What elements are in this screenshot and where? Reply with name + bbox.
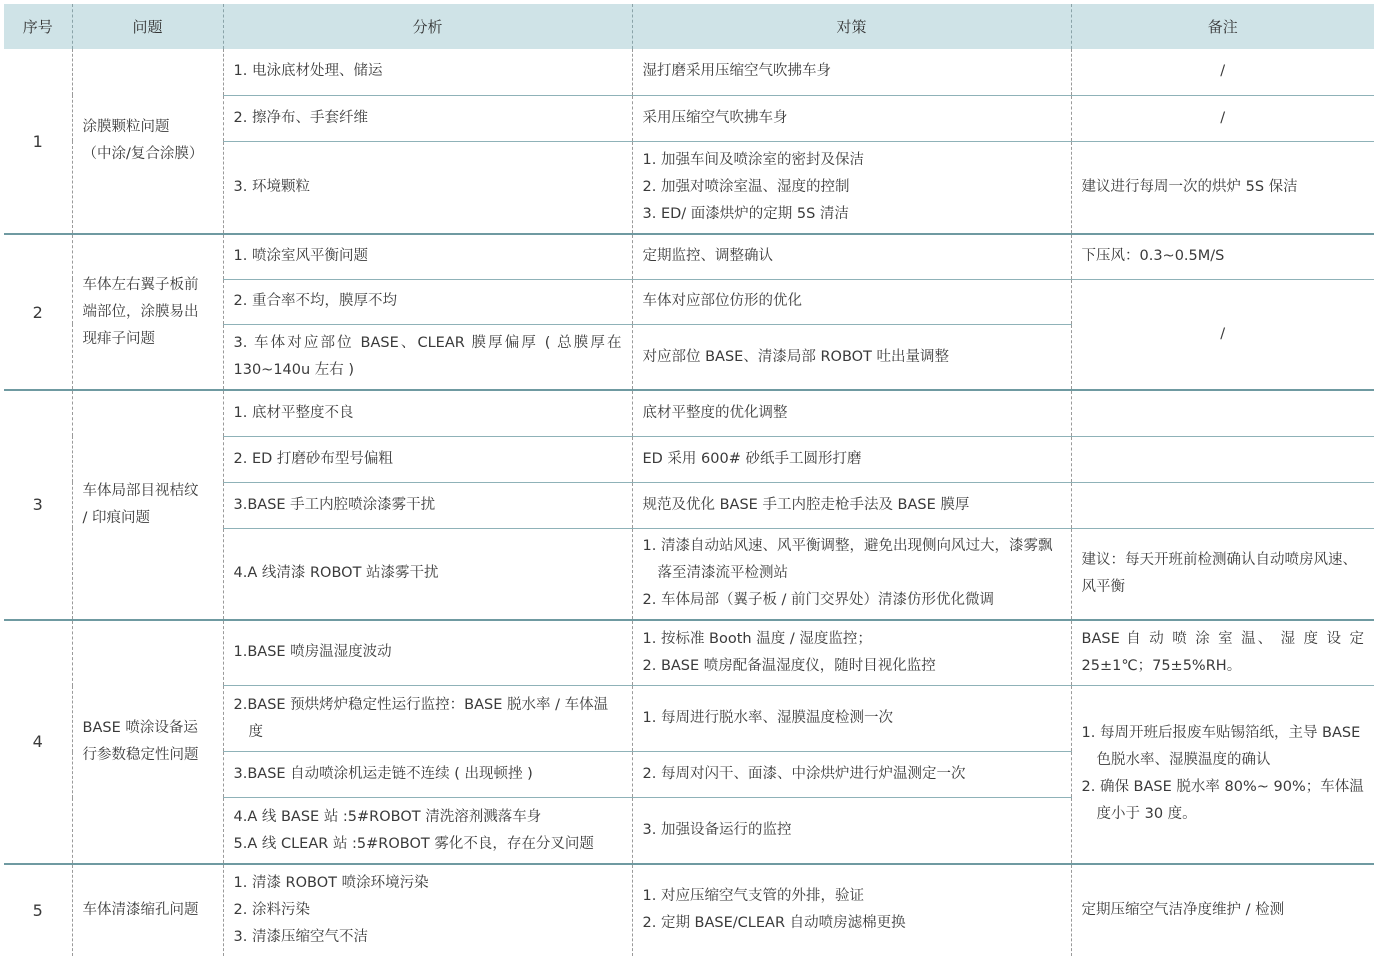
group-number: 2 (4, 234, 72, 390)
measure-line: 2. 每周对闪干、面漆、中涂烘炉进行炉温测定一次 (642, 766, 966, 783)
measure-cell (632, 49, 1071, 95)
measure-line: 采用压缩空气吹拂车身 (642, 109, 788, 126)
remark-line: 定期压缩空气洁净度维护 / 检测 (1081, 901, 1285, 918)
problem-line: 车体清漆缩孔问题 (82, 901, 199, 918)
remark-line: / (1220, 326, 1226, 343)
analysis-cell (223, 620, 632, 686)
group-number: 5 (4, 864, 72, 956)
header-measures: 对策 (632, 4, 1071, 49)
measure-line: 1. 清漆自动站风速、风平衡调整，避免出现侧向风过大，漆雾飘落至清漆流平检测站 (642, 538, 1053, 582)
measure-line: 1. 加强车间及喷涂室的密封及保洁 (642, 151, 864, 168)
problem-cell (72, 49, 223, 234)
problem-line: 涂膜颗粒问题 (82, 119, 170, 136)
measure-line: 湿打磨采用压缩空气吹拂车身 (642, 63, 831, 80)
remark-line: BASE 自 动 喷 涂 室 温、 湿 度 设 定 25±1℃；75±5%RH。 (1081, 630, 1364, 674)
analysis-line: 2. ED 打磨砂布型号偏粗 (233, 450, 393, 467)
measure-line: 3. ED/ 面漆烘炉的定期 5S 清洁 (642, 205, 849, 222)
remark-cell (1071, 390, 1374, 436)
problem-line: 车体左右翼子板前 (82, 276, 199, 293)
remark-cell (1071, 49, 1374, 95)
remark-line: 下压风：0.3~0.5M/S (1081, 248, 1225, 265)
analysis-cell (223, 752, 632, 798)
measure-line: ED 采用 600# 砂纸手工圆形打磨 (642, 450, 862, 467)
analysis-line: 1. 电泳底材处理、储运 (233, 63, 383, 80)
remark-cell (1071, 234, 1374, 279)
measure-cell (632, 324, 1071, 390)
measure-line: 3. 加强设备运行的监控 (642, 822, 792, 839)
analysis-line: 1. 清漆 ROBOT 喷涂环境污染 (233, 874, 429, 891)
analysis-line: 3.BASE 自动喷涂机运走链不连续 ( 出现顿挫 ) (233, 766, 533, 783)
measure-cell (632, 752, 1071, 798)
remark-cell (1071, 279, 1374, 390)
measure-line: 定期监控、调整确认 (642, 248, 773, 265)
analysis-cell (223, 279, 632, 324)
header-no: 序号 (4, 4, 72, 49)
analysis-cell (223, 528, 632, 619)
analysis-line: 3.BASE 手工内腔喷涂漆雾干扰 (233, 496, 436, 513)
analysis-cell (223, 390, 632, 436)
measure-line: 底材平整度的优化调整 (642, 405, 788, 422)
group-number: 1 (4, 49, 72, 234)
problem-line: 端部位，涂膜易出 (82, 303, 199, 320)
problem-line: BASE 喷涂设备运 (82, 719, 198, 736)
header-remarks: 备注 (1071, 4, 1374, 49)
problem-line: 车体局部目视桔纹 (82, 482, 199, 499)
remark-cell (1071, 436, 1374, 482)
analysis-cell (223, 864, 632, 956)
analysis-line: 1. 喷涂室风平衡问题 (233, 248, 368, 265)
group-number: 4 (4, 620, 72, 864)
measure-cell (632, 95, 1071, 141)
remark-line: / (1220, 63, 1226, 80)
measure-cell (632, 141, 1071, 234)
remark-line: 建议进行每周一次的烘炉 5S 保洁 (1081, 178, 1298, 195)
analysis-line: 2. 重合率不均，膜厚不均 (233, 293, 397, 310)
analysis-cell (223, 482, 632, 528)
measure-cell (632, 620, 1071, 686)
measure-cell (632, 528, 1071, 619)
analysis-cell (223, 436, 632, 482)
measure-line: 1. 按标准 Booth 温度 / 湿度监控； (642, 630, 872, 647)
remark-line: 1. 每周开班后报废车贴锡箔纸，主导 BASE 色脱水率、湿膜温度的确认 (1081, 725, 1361, 769)
measure-cell (632, 436, 1071, 482)
measure-line: 车体对应部位仿形的优化 (642, 293, 802, 310)
analysis-cell (223, 798, 632, 864)
analysis-line: 4.A 线 BASE 站 :5#ROBOT 清洗溶剂溅落车身 (233, 808, 542, 825)
analysis-line: 3. 环境颗粒 (233, 178, 310, 195)
problem-cell (72, 864, 223, 956)
problem-line: / 印痕问题 (82, 509, 150, 526)
problem-line: 现痱子问题 (82, 330, 155, 347)
measure-cell (632, 279, 1071, 324)
analysis-cell (223, 324, 632, 390)
measure-line: 2. 车体局部（翼子板 / 前门交界处）清漆仿形优化微调 (642, 592, 995, 609)
analysis-cell (223, 141, 632, 234)
table-row (4, 620, 1374, 686)
remark-cell (1071, 482, 1374, 528)
analysis-cell (223, 49, 632, 95)
measure-line: 1. 对应压缩空气支管的外排，验证 (642, 888, 864, 905)
table-row (4, 390, 1374, 436)
problem-line: 行参数稳定性问题 (82, 746, 199, 763)
remark-line: 2. 确保 BASE 脱水率 80%~ 90%；车体温度小于 30 度。 (1081, 779, 1364, 823)
measure-line: 规范及优化 BASE 手工内腔走枪手法及 BASE 膜厚 (642, 496, 970, 513)
header-analysis: 分析 (223, 4, 632, 49)
measure-cell (632, 686, 1071, 752)
table-row (4, 234, 1374, 279)
group-number: 3 (4, 390, 72, 619)
analysis-line: 4.A 线清漆 ROBOT 站漆雾干扰 (233, 565, 439, 582)
measure-cell (632, 234, 1071, 279)
analysis-table (4, 4, 1374, 956)
table-row (4, 864, 1374, 956)
analysis-line: 3. 车体对应部位 BASE、CLEAR 膜厚偏厚 ( 总膜厚在 130~140u 左右 ) (233, 335, 622, 379)
remark-cell (1071, 141, 1374, 234)
measure-line: 2. 定期 BASE/CLEAR 自动喷房滤棉更换 (642, 915, 906, 932)
remark-cell (1071, 528, 1374, 619)
analysis-cell (223, 686, 632, 752)
problem-cell (72, 620, 223, 864)
problem-line: （中涂/复合涂膜） (82, 146, 204, 163)
header-problem: 问题 (72, 4, 223, 49)
measure-line: 1. 每周进行脱水率、湿膜温度检测一次 (642, 710, 893, 727)
measure-cell (632, 390, 1071, 436)
measure-line: 对应部位 BASE、清漆局部 ROBOT 吐出量调整 (642, 348, 950, 365)
analysis-line: 1. 底材平整度不良 (233, 405, 354, 422)
analysis-line: 5.A 线 CLEAR 站 :5#ROBOT 雾化不良，存在分叉问题 (233, 835, 594, 852)
analysis-line: 3. 清漆压缩空气不洁 (233, 928, 368, 945)
remark-cell (1071, 620, 1374, 686)
problem-cell (72, 234, 223, 390)
analysis-line: 2.BASE 预烘烤炉稳定性运行监控：BASE 脱水率 / 车体温度 (233, 696, 609, 740)
remark-cell (1071, 686, 1374, 864)
analysis-cell (223, 234, 632, 279)
measure-cell (632, 798, 1071, 864)
analysis-cell (223, 95, 632, 141)
measure-cell (632, 864, 1071, 956)
measure-line: 2. BASE 喷房配备温湿度仪，随时目视化监控 (642, 657, 936, 674)
remark-cell (1071, 864, 1374, 956)
table-row (4, 49, 1374, 95)
remark-cell (1071, 95, 1374, 141)
header-row (4, 4, 1374, 49)
analysis-line: 2. 涂料污染 (233, 901, 310, 918)
remark-line: 建议：每天开班前检测确认自动喷房风速、风平衡 (1081, 551, 1357, 595)
measure-cell (632, 482, 1071, 528)
problem-cell (72, 390, 223, 619)
measure-line: 2. 加强对喷涂室温、湿度的控制 (642, 178, 850, 195)
analysis-line: 1.BASE 喷房温湿度波动 (233, 644, 392, 661)
remark-line: / (1220, 109, 1226, 126)
analysis-line: 2. 擦净布、手套纤维 (233, 109, 368, 126)
